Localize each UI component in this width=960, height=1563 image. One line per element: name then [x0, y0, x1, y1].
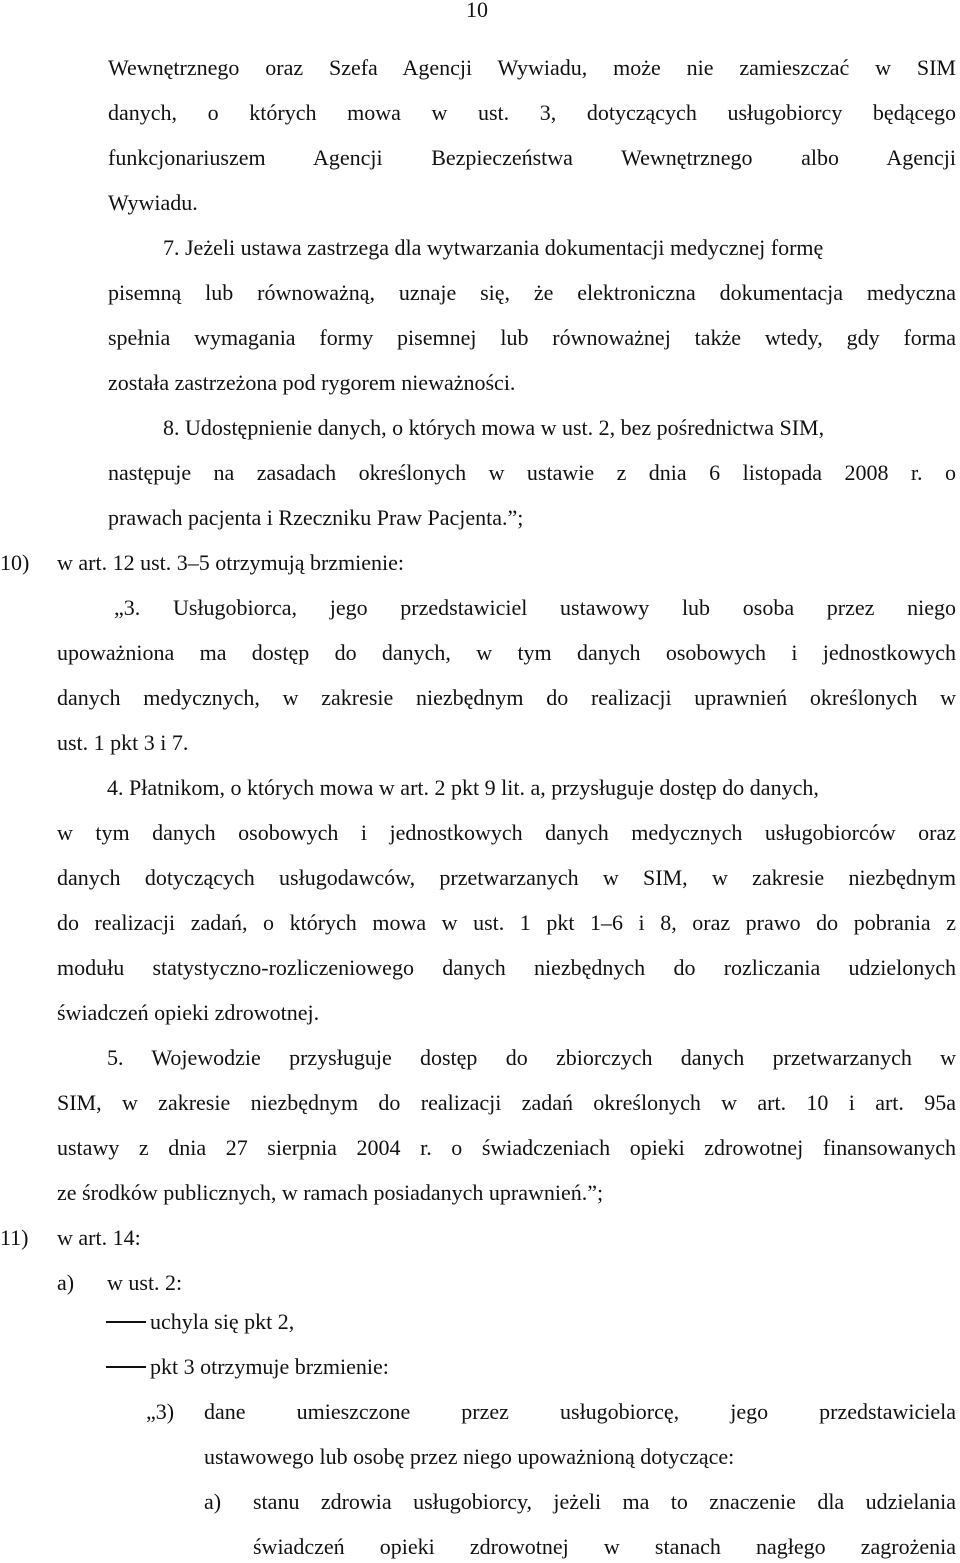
text-line: spełnia wymagania formy pisemnej lub równoważnej także wtedy, gdy forma: [108, 325, 956, 350]
text-line: 5. Wojewodzie przysługuje dostęp do zbiorczych danych przetwarzanych w: [107, 1045, 956, 1070]
dash-item-text: uchyla się pkt 2,: [150, 1309, 295, 1334]
letter-label: a): [57, 1270, 75, 1295]
dash-item-text: pkt 3 otrzymuje brzmienie:: [150, 1354, 389, 1379]
text-line: Wewnętrznego oraz Szefa Agencji Wywiadu, może nie zamieszczać w SIM: [108, 55, 956, 80]
dash-bullet: [106, 1366, 146, 1368]
text-line: danych medycznych, w zakresie niezbędnym do realizacji uprawnień określonych w: [57, 685, 956, 710]
text-line: Wywiadu.: [108, 190, 198, 215]
text-line: następuje na zasadach określonych w ustawie z dnia 6 listopada 2008 r. o: [108, 460, 956, 485]
text-line: „3. Usługobiorca, jego przedstawiciel ustawowy lub osoba przez niego: [114, 595, 956, 620]
point-text: w art. 12 ust. 3–5 otrzymują brzmienie:: [57, 550, 405, 575]
text-line: ust. 1 pkt 3 i 7.: [57, 730, 189, 755]
text-line: dane umieszczone przez usługobiorcę, jego przedstawiciela: [204, 1399, 956, 1424]
point-text: w art. 14:: [57, 1225, 141, 1250]
text-line: ze środków publicznych, w ramach posiadanych uprawnień.”;: [57, 1180, 604, 1205]
text-line: świadczeń opieki zdrowotnej.: [57, 1000, 320, 1025]
point-number: 11): [0, 1225, 29, 1250]
text-line: ustawy z dnia 27 sierpnia 2004 r. o świadczeniach opieki zdrowotnej finansowanych: [57, 1135, 956, 1160]
text-line: prawach pacjenta i Rzeczniku Praw Pacjenta.”;: [108, 505, 524, 530]
item-label: „3): [146, 1399, 175, 1424]
text-line: stanu zdrowia usługobiorcy, jeżeli ma to znaczenie dla udzielania: [253, 1489, 956, 1514]
text-line: danych, o których mowa w ust. 3, dotyczących usługobiorcy będącego: [108, 100, 956, 125]
text-line: do realizacji zadań, o których mowa w ust. 1 pkt 1–6 i 8, oraz prawo do pobrania z: [57, 910, 956, 935]
text-line: SIM, w zakresie niezbędnym do realizacji zadań określonych w art. 10 i art. 95a: [57, 1090, 956, 1115]
text-line: ustawowego lub osobę przez niego upoważnioną dotyczące:: [204, 1444, 735, 1469]
text-line: upoważniona ma dostęp do danych, w tym danych osobowych i jednostkowych: [57, 640, 956, 665]
text-line: pisemną lub równoważną, uznaje się, że elektroniczna dokumentacja medyczna: [108, 280, 956, 305]
point-number: 10): [0, 550, 30, 575]
dash-bullet: [106, 1321, 146, 1323]
text-line: 4. Płatnikom, o których mowa w art. 2 pkt 9 lit. a, przysługuje dostęp do danych,: [107, 775, 819, 800]
text-line: danych dotyczących usługodawców, przetwarzanych w SIM, w zakresie niezbędnym: [57, 865, 956, 890]
text-line: modułu statystyczno-rozliczeniowego danych niezbędnych do rozliczania udzielonych: [57, 955, 956, 980]
page-number: 10: [466, 0, 488, 22]
letter-text: w ust. 2:: [107, 1270, 183, 1295]
text-line: 8. Udostępnienie danych, o których mowa w ust. 2, bez pośrednictwa SIM,: [163, 415, 825, 440]
text-line: w tym danych osobowych i jednostkowych danych medycznych usługobiorców oraz: [57, 820, 956, 845]
text-line: została zastrzeżona pod rygorem nieważności.: [108, 370, 516, 395]
text-line: 7. Jeżeli ustawa zastrzega dla wytwarzania dokumentacji medycznej formę: [163, 235, 824, 260]
sub-item-label: a): [204, 1489, 222, 1514]
text-line: funkcjonariuszem Agencji Bezpieczeństwa Wewnętrznego albo Agencji: [108, 145, 956, 170]
text-line: świadczeń opieki zdrowotnej w stanach nagłego zagrożenia: [253, 1534, 956, 1559]
